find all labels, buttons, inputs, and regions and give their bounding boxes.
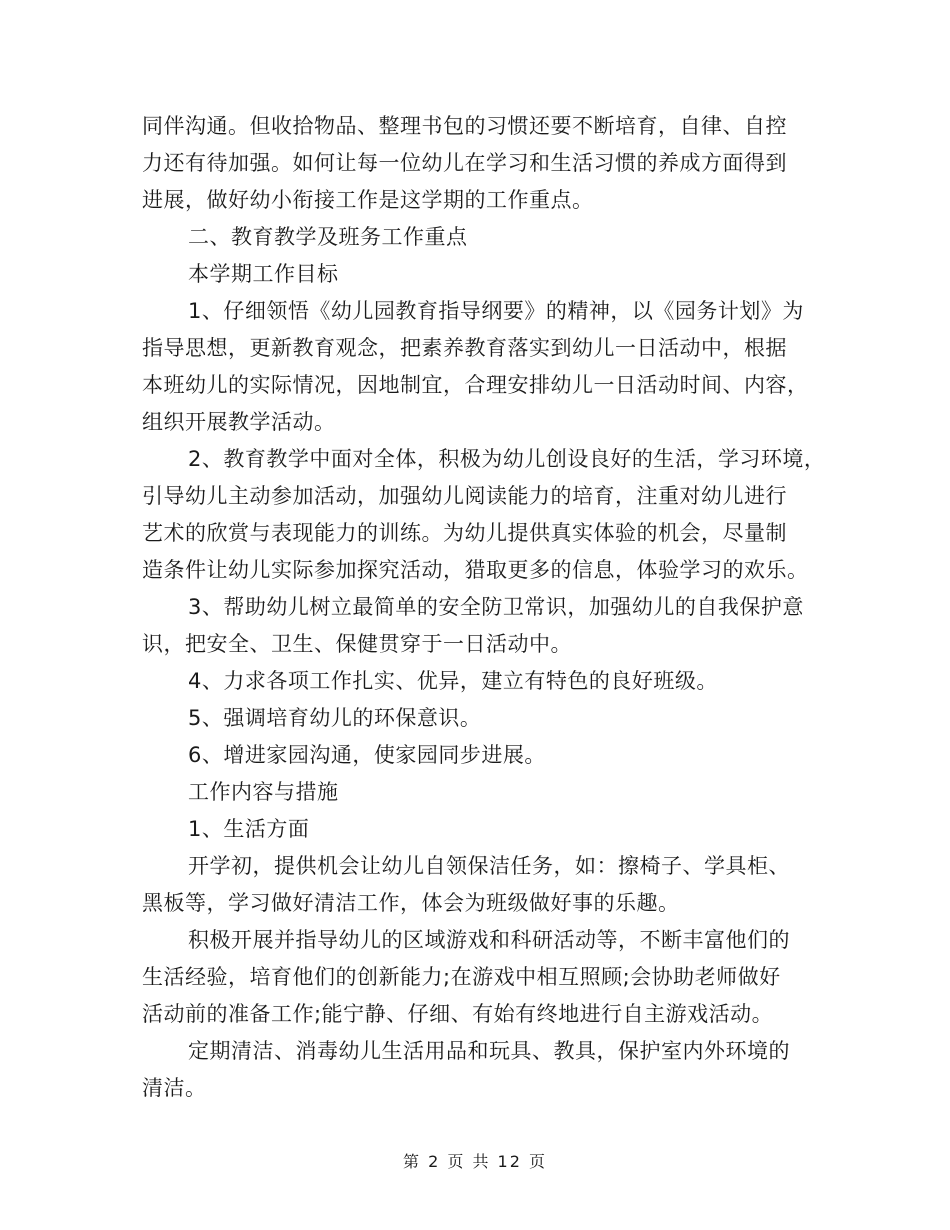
- text-line: 指导思想，更新教育观念，把素养教育落实到幼儿一日活动中，根据: [142, 336, 787, 360]
- text-line: 同伴沟通。但收拾物品、整理书包的习惯还要不断培育，自律、自控: [142, 114, 787, 138]
- text-line: 3、帮助幼儿树立最简单的安全防卫常识，加强幼儿的自我保护意: [188, 595, 804, 619]
- text-line: 2、教育教学中面对全体，积极为幼儿创设良好的生活，学习环境，: [188, 447, 826, 471]
- text-line: 组织开展教学活动。: [142, 410, 336, 434]
- text-line: 进展，做好幼小衔接工作是这学期的工作重点。: [142, 188, 594, 212]
- text-line: 识，把安全、卫生、保健贯穿于一日活动中。: [142, 632, 572, 656]
- text-line: 力还有待加强。如何让每一位幼儿在学习和生活习惯的养成方面得到: [142, 151, 787, 175]
- subsection-heading: 本学期工作目标: [188, 262, 339, 286]
- text-line: 引导幼儿主动参加活动，加强幼儿阅读能力的培育，注重对幼儿进行: [142, 484, 787, 508]
- text-line: 4、力求各项工作扎实、优异，建立有特色的良好班级。: [188, 669, 718, 693]
- text-line: 生活经验，培育他们的创新能力;在游戏中相互照顾;会协助老师做好: [142, 965, 781, 989]
- subsection-heading: 1、生活方面: [188, 817, 310, 841]
- text-line: 黑板等，学习做好清洁工作，体会为班级做好事的乐趣。: [142, 891, 680, 915]
- page-number-footer: 第 2 页 共 12 页: [403, 1152, 547, 1171]
- subsection-heading: 工作内容与措施: [188, 780, 339, 804]
- text-line: 活动前的准备工作;能宁静、仔细、有始有终地进行自主游戏活动。: [142, 1002, 774, 1026]
- text-line: 开学初，提供机会让幼儿自领保洁任务，如：擦椅子、学具柜、: [188, 854, 790, 878]
- text-line: 6、增进家园沟通，使家园同步进展。: [188, 743, 546, 767]
- text-line: 清洁。: [142, 1076, 207, 1100]
- text-line: 定期清洁、消毒幼儿生活用品和玩具、教具，保护室内外环境的: [188, 1039, 790, 1063]
- text-line: 造条件让幼儿实际参加探究活动，猎取更多的信息，体验学习的欢乐。: [142, 558, 809, 582]
- text-line: 积极开展并指导幼儿的区域游戏和科研活动等，不断丰富他们的: [188, 928, 790, 952]
- text-line: 艺术的欣赏与表现能力的训练。为幼儿提供真实体验的机会，尽量制: [142, 521, 787, 545]
- section-heading: 二、教育教学及班务工作重点: [188, 225, 468, 249]
- text-line: 1、仔细领悟《幼儿园教育指导纲要》的精神，以《园务计划》为: [188, 299, 804, 323]
- text-line: 本班幼儿的实际情况，因地制宜，合理安排幼儿一日活动时间、内容，: [142, 373, 809, 397]
- text-line: 5、强调培育幼儿的环保意识。: [188, 706, 482, 730]
